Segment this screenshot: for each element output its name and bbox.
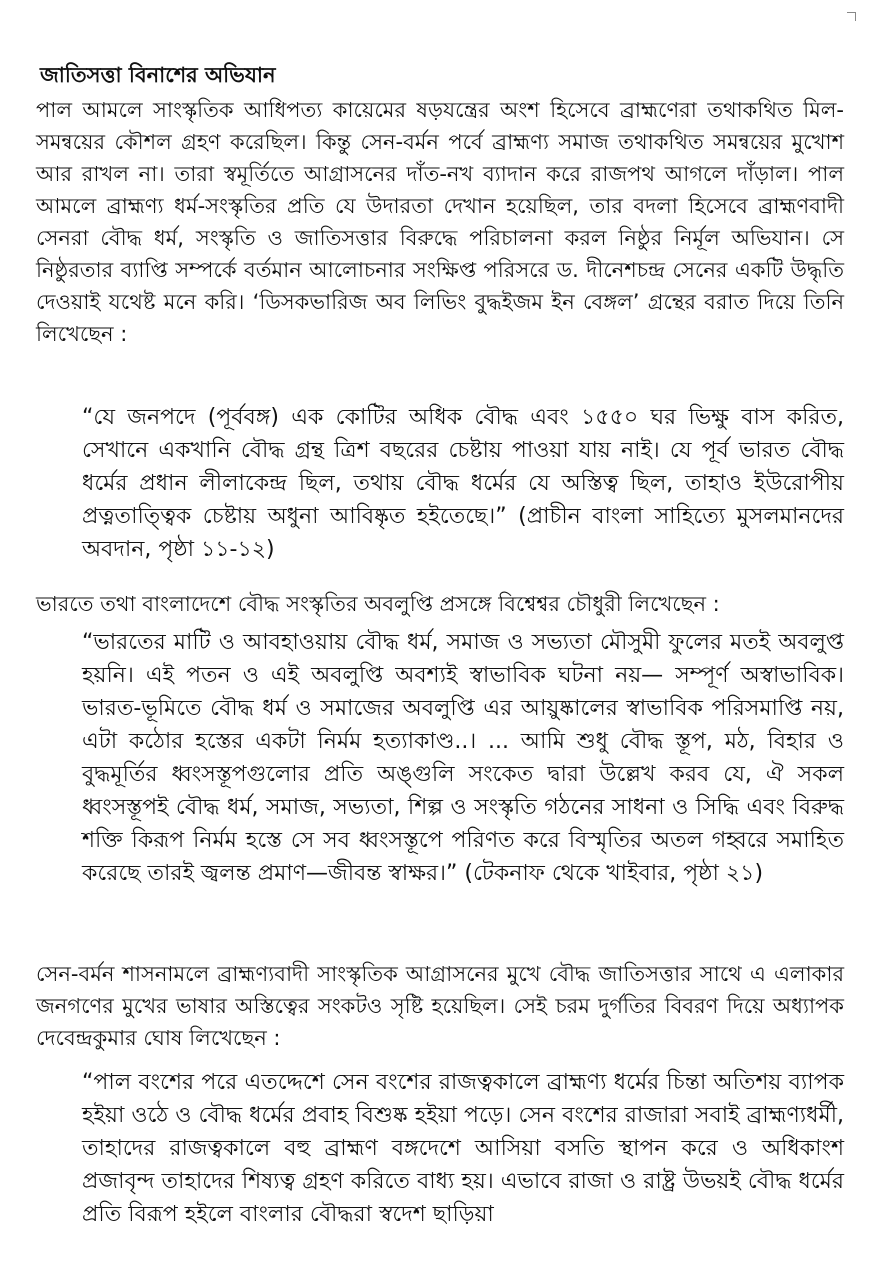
block-quote-3: “পাল বংশের পরে এতদ্দেশে সেন বংশের রাজত্বকালে ব্রাহ্মণ্য ধর্মের চিন্তা অতিশয় ব্যাপক হইয়া ওঠে ও বৌদ্ধ ধর্মের প্রবাহ বিশুষ্ক হইয়া পড়ে। সেন বংশের রাজারা সবাই ব্রাহ্মণ্যধর্মী, তাহাদের রাজত্বকালে বহু ব্রাহ্মণ বঙ্গদেশে আসিয়া বসতি স্থাপন করে ও অধিকাংশ প্রজাবৃন্দ তাহাদের শিষ্যত্ব গ্রহণ করিতে বাধ্য হয়। এভাবে রাজা ও রাষ্ট্র উভয়ই বৌদ্ধ ধর্মের প্রতি বিরূপ হইলে বাংলার বৌদ্ধরা স্বদেশ ছাড়িয়া <box>82 1070 844 1227</box>
block-quote-1: “যে জনপদে (পূর্ববঙ্গ) এক কোটির অধিক বৌদ্ধ এবং ১৫৫০ ঘর ভিক্ষু বাস করিত, সেখানে একখানি বৌদ্ধ গ্রন্থ ত্রিশ বছরের চেষ্টায় পাওয়া যায় নাই। যে পূর্ব ভারত বৌদ্ধ ধর্মের প্রধান লীলাকেন্দ্র ছিল, তথায় বৌদ্ধ ধর্মের যে অস্তিত্ব ছিল, তাহাও ইউরোপীয় প্রত্নতাত্ত্বিক চেষ্টায় অধুনা আবিষ্কৃত হইতেছে।” (প্রাচীন বাংলা সাহিত্যে মুসলমানদের অবদান, পৃষ্ঠা ১১-১২) <box>82 405 844 562</box>
body-paragraph-2: ভারতে তথা বাংলাদেশে বৌদ্ধ সংস্কৃতির অবলুপ্তি প্রসঙ্গে বিশ্বেশ্বর চৌধুরী লিখেছেন : <box>36 592 720 616</box>
body-paragraph-1: পাল আমলে সাংস্কৃতিক আধিপত্য কায়েমের ষড়যন্ত্রের অংশ হিসেবে ব্রাহ্মণেরা তথাকথিত মিল-সমন্বয়ের কৌশল গ্রহণ করেছিল। কিন্তু সেন-বর্মন পর্বে ব্রাহ্মণ্য সমাজ তথাকথিত সমন্বয়ের মুখোশ আর রাখল না। তারা স্বমূর্তিতে আগ্রাসনের দাঁত-নখ ব্যাদান করে রাজপথ আগলে দাঁড়াল। পাল আমলে ব্রাহ্মণ্য ধর্ম-সংস্কৃতির প্রতি যে উদারতা দেখান হয়েছিল, তার বদলা হিসেবে ব্রাহ্মণবাদী সেনরা বৌদ্ধ ধর্ম, সংস্কৃতি ও জাতিসত্তার বিরুদ্ধে পরিচালনা করল নিষ্ঠুর নির্মূল অভিযান। সে নিষ্ঠুরতার ব্যাপ্তি সম্পর্কে বর্তমান আলোচনার সংক্ষিপ্ত পরিসরে ড. দীনেশচন্দ্র সেনের একটি উদ্ধৃতি দেওয়াই যথেষ্ট মনে করি। ‘ডিসকভারিজ অব লিভিং বুদ্ধইজম ইন বেঙ্গল’ গ্রন্থের বরাত দিয়ে তিনি লিখেছেন : <box>36 98 844 346</box>
body-paragraph-3: সেন-বর্মন শাসনামলে ব্রাহ্মণ্যবাদী সাংস্কৃতিক আগ্রাসনের মুখে বৌদ্ধ জাতিসত্তার সাথে এ এলাকার জনগণের মুখের ভাষার অস্তিত্বের সংকটও সৃষ্টি হয়েছিল। সেই চরম দুর্গতির বিবরণ দিয়ে অধ্যাপক দেবেন্দ্রকুমার ঘোষ লিখেছেন : <box>36 962 844 1050</box>
block-quote-2: “ভারতের মাটি ও আবহাওয়ায় বৌদ্ধ ধর্ম, সমাজ ও সভ্যতা মৌসুমী ফুলের মতই অবলুপ্ত হয়নি। এই পতন ও এই অবলুপ্তি অবশ্যই স্বাভাবিক ঘটনা নয়— সম্পূর্ণ অস্বাভাবিক। ভারত-ভূমিতে বৌদ্ধ ধর্ম ও সমাজের অবলুপ্তি এর আয়ুষ্কালের স্বাভাবিক পরিসমাপ্তি নয়, এটা কঠোর হস্তের একটা নির্মম হত্যাকাণ্ড..। ... আমি শুধু বৌদ্ধ স্তূপ, মঠ, বিহার ও বুদ্ধমূর্তির ধ্বংসস্তূপগুলোর প্রতি অঙ্গুলি সংকেত দ্বারা উল্লেখ করব যে, ঐ সকল ধ্বংসস্তূপই বৌদ্ধ ধর্ম, সমাজ, সভ্যতা, শিল্প ও সংস্কৃতি গঠনের সাধনা ও সিদ্ধি এবং বিরুদ্ধ শক্তি কিরূপ নির্মম হস্তে সে সব ধ্বংসস্তূপে পরিণত করে বিস্মৃতির অতল গহ্বরে সমাহিত করেছে তারই জ্বলন্ত প্রমাণ—জীবন্ত স্বাক্ষর।” (টেকনাফ থেকে খাইবার, পৃষ্ঠা ২১) <box>82 630 844 886</box>
page-corner-mark <box>847 12 856 21</box>
section-heading: জাতিসত্তা বিনাশের অভিযান <box>40 63 276 87</box>
